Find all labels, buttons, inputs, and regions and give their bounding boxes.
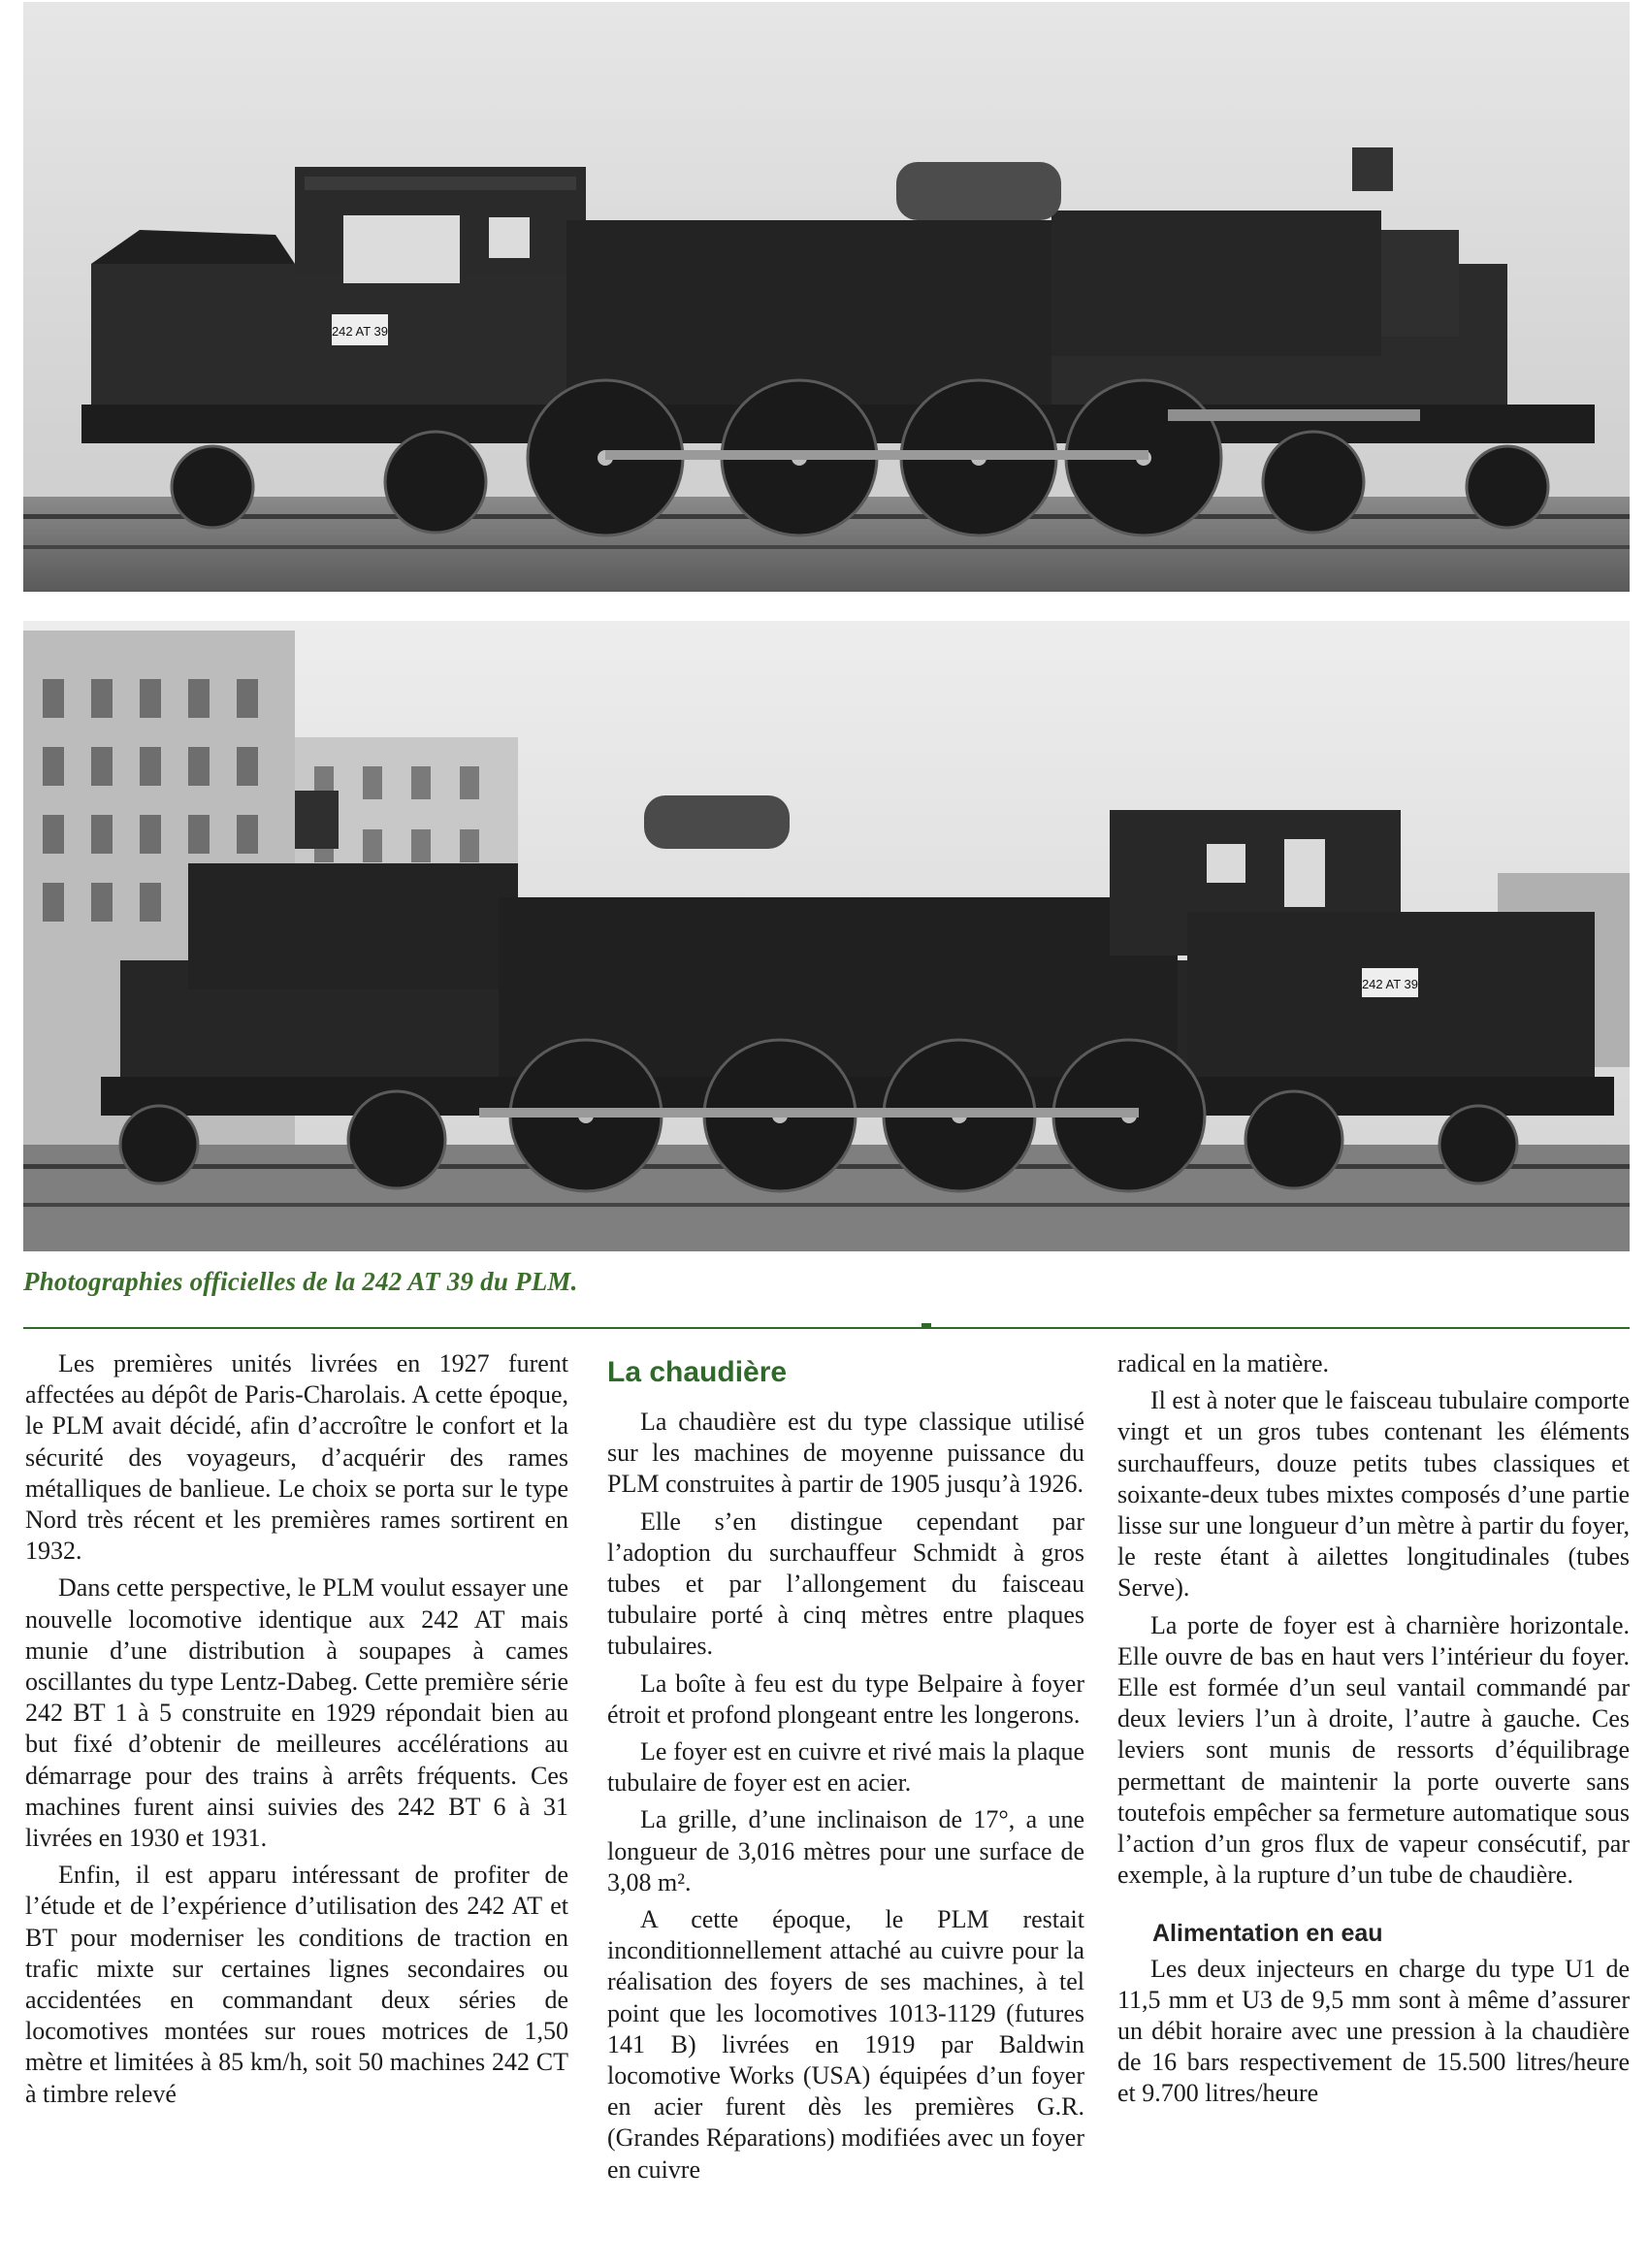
section-subheading-alimentation: Alimentation en eau <box>1152 1920 1383 1948</box>
paragraph: Les deux injecteurs en charge du type U1 de 11,5 mm et U3 de 9,5 mm sont à même d’assurer un débit horaire avec une pression à la chaudière de 16 bars respectivement de 15.500 litres/heure et 9.700 litres/heure <box>1117 1954 1630 2108</box>
number-plate-1: 242 AT 39 <box>331 324 389 339</box>
text-column-2 <box>607 1407 1084 2191</box>
number-plate-2: 242 AT 39 <box>1361 977 1419 991</box>
paragraph: La boîte à feu est du type Belpaire à foyer étroit et profond plongeant entre les longerons. <box>607 1669 1084 1729</box>
paragraph: A cette époque, le PLM restait inconditionnellement attaché au cuivre pour la réalisation des foyers de ses machines, à tel point que les locomotives 1013-1129 (futures 141 B) livrées en 1919 par Baldwin locomotive Works (USA) équipées d’un foyer en acier furent dès les premières G.R. (Grandes Réparations) modifiées avec un foyer en cuivre <box>607 1905 1084 2184</box>
paragraph: radical en la matière. <box>1117 1349 1329 1377</box>
paragraph: Il est à noter que le faisceau tubulaire comporte vingt et un gros tubes contenant les éléments surchauffeurs, douze petits tubes classiques et soixante-deux tubes mixtes composés d’une partie lisse sur une longueur d’un mètre à partir du foyer, le reste étant à ailettes longitudinales (tubes Serve). <box>1117 1386 1630 1603</box>
text-column-1 <box>25 1348 568 2116</box>
paragraph: La chaudière est du type classique utilisé sur les machines de moyenne puissance du PLM construites à partir de 1905 jusqu’à 1926. <box>607 1408 1084 1499</box>
paragraph: Le foyer est en cuivre et rivé mais la plaque tubulaire de foyer est en acier. <box>607 1737 1084 1798</box>
locomotive-illustration-1 <box>23 2 1630 592</box>
paragraph: Enfin, il est apparu intéressant de profiter de l’étude et de l’expérience d’utilisation des 242 AT et BT pour moderniser les conditions de traction en trafic mixte sur certaines lignes secondaires ou accidentées en commandant deux séries de locomotives montées sur roues motrices de 1,50 mètre et limitées à 85 km/h, soit 50 machines 242 CT à timbre relevé <box>25 1861 568 2108</box>
print-fade-overlay <box>1261 2115 1649 2268</box>
paragraph: Elle s’en distingue cependant par l’adoption du surchauffeur Schmidt à gros tubes et par l’allongement du faisceau tubulaire porté à cinq mètres entre plaques tubulaires. <box>607 1507 1084 1661</box>
section-heading-chaudiere: La chaudière <box>607 1356 788 1388</box>
section-divider <box>23 1327 1630 1329</box>
divider-mark <box>922 1323 931 1328</box>
locomotive-illustration-2 <box>23 621 1630 1251</box>
text-column-3 <box>1117 1348 1630 2116</box>
photo-locomotive-side-view-2 <box>23 621 1630 1251</box>
photo-caption: Photographies officielles de la 242 AT 39 du PLM. <box>23 1267 578 1296</box>
paragraph: La porte de foyer est à charnière horizontale. Elle ouvre de bas en haut vers l’intérieur du foyer. Elle est formée d’un seul vantail commandé par deux leviers l’un à droite, l’autre à gauche. Ces leviers sont munis de ressorts d’équilibrage permettant de maintenir la porte ouverte sans toutefois empêcher sa fermeture automatique sous l’action d’un gros flux de vapeur consécutif, par exemple, à la rupture d’un tube de chaudière. <box>1117 1610 1630 1890</box>
paragraph: La grille, d’une inclinaison de 17°, a une longueur de 3,016 mètres pour une surface de 3,08 m². <box>607 1805 1084 1896</box>
paragraph: Les premières unités livrées en 1927 furent affectées au dépôt de Paris-Charolais. A cette époque, le PLM avait décidé, afin d’accroître le confort et la sécurité des voyageurs, d’acquérir des rames métalliques de banlieue. Le choix se porta sur le type Nord très récent et les premières rames sortirent en 1932. <box>25 1349 568 1566</box>
photo-locomotive-side-view-1 <box>23 2 1630 592</box>
paragraph: Dans cette perspective, le PLM voulut essayer une nouvelle locomotive identique aux 242 AT mais munie d’une distribution à soupapes à cames oscillantes du type Lentz-Dabeg. Cette première série 242 BT 1 à 5 construite en 1929 répondait bien au but fixé d’obtenir de meilleures accélérations au démarrage pour des trains à arrêts fréquents. Ces machines furent ainsi suivies des 242 BT 6 à 31 livrées en 1930 et 1931. <box>25 1573 568 1853</box>
